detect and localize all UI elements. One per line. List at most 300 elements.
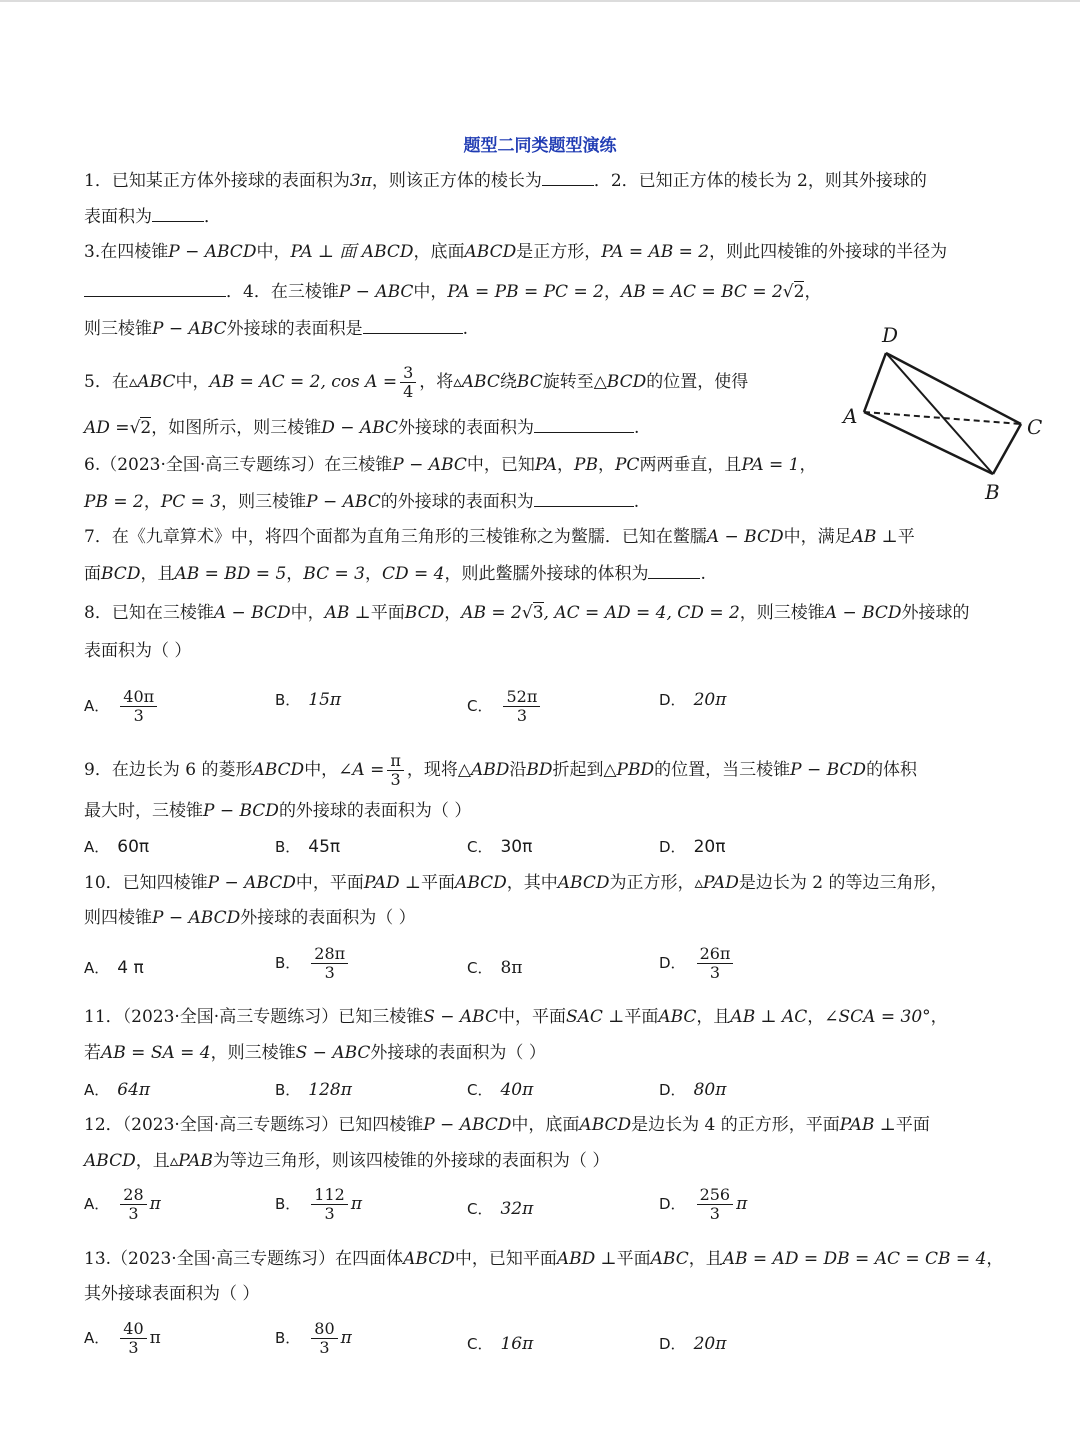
q12-text: 12．（2023·全国·高三专题练习）已知四棱锥	[84, 1115, 424, 1135]
q7-text: 平	[897, 527, 915, 547]
q11-math: S − ABC	[423, 1007, 498, 1027]
q10-text: 中，平面	[295, 873, 364, 893]
q4-text: 外接球的表面积是	[226, 319, 363, 339]
option-label: D．	[659, 691, 686, 709]
q10-line-2	[84, 907, 416, 929]
q8-option-a[interactable]	[84, 688, 160, 725]
q13-text: ，且	[688, 1249, 723, 1269]
sqrt-radicand: 2	[140, 418, 152, 438]
q9-line-2	[84, 800, 471, 822]
denominator: 3	[128, 1338, 139, 1357]
q2-text: 2．已知正方体的棱长为 2，则其外接球的	[610, 171, 927, 191]
pi-symbol: π	[149, 1328, 161, 1348]
q4-line	[84, 280, 821, 303]
option-label: D．	[659, 838, 686, 856]
q12-text: 中，底面	[511, 1115, 580, 1135]
q12-text: 为等边三角形，则该四棱锥的外接球的表面积为（ ）	[212, 1151, 610, 1171]
q12-text: 是边长为 4 的正方形，平面	[631, 1115, 840, 1135]
q13-option-c[interactable]	[467, 1333, 533, 1355]
q5-math: AB = AC = 2, cos A =	[209, 372, 398, 392]
numerator: 28	[120, 1186, 146, 1205]
q9-line	[84, 752, 917, 789]
q11-text: ，	[930, 1007, 948, 1027]
pi-symbol: π	[149, 1194, 161, 1214]
q9-text: ，现将	[406, 760, 458, 780]
page-title: 题型二同类题型演练	[463, 136, 617, 156]
q4-text: 中，	[413, 282, 448, 302]
q3-math: PA ⊥ 面 ABCD	[290, 242, 414, 262]
q7-text: 中，满足	[783, 527, 852, 547]
q8-option-d[interactable]	[659, 689, 726, 711]
q9-math: △ABD	[457, 760, 510, 780]
q6-line-2	[84, 490, 639, 513]
option-value: 16π	[500, 1334, 534, 1354]
q1-end: ．	[593, 171, 611, 191]
q11-math: AB ⊥ AC	[730, 1007, 808, 1027]
q5-math: ▵ABC	[128, 372, 176, 392]
fraction	[311, 945, 348, 982]
q13-text: ，	[986, 1249, 1004, 1269]
q3-text: ，则此四棱锥的外接球的半径为	[709, 242, 948, 262]
q5-text: ，如图所示，则三棱锥	[151, 418, 322, 438]
q5-line	[84, 364, 748, 401]
numerator: 256	[697, 1186, 734, 1205]
q10-text: 是边长为 2 的等边三角形，	[738, 873, 948, 893]
q8-line-2: 表面积为（ ）	[84, 641, 192, 661]
option-value: 4 π	[117, 958, 144, 978]
option-label: C．	[467, 838, 493, 856]
option-label: A．	[84, 1081, 110, 1099]
q6-math: PA = 1	[741, 455, 800, 475]
fraction	[120, 1320, 146, 1357]
q6-math: PB = 2	[84, 492, 144, 512]
q7-text: ，	[364, 564, 382, 584]
q8-math: BCD	[404, 603, 445, 623]
vertex-label-a: A	[843, 404, 858, 428]
option-label: A．	[84, 838, 110, 856]
q5-math: BC	[516, 372, 543, 392]
option-label: C．	[467, 1081, 493, 1099]
q9-option-c[interactable]	[467, 836, 532, 858]
q13-line	[84, 1248, 1003, 1270]
q10-option-b[interactable]	[275, 945, 351, 982]
q3-line	[84, 241, 947, 263]
fraction	[311, 1186, 348, 1223]
sqrt-sign: √	[129, 418, 141, 438]
q6-math: PC = 3	[160, 492, 222, 512]
q8-math: , AC = AD = 4, CD = 2	[543, 603, 740, 623]
option-value: 45π	[308, 837, 341, 857]
answer-blank	[534, 416, 634, 433]
q8-math: A − BCD	[824, 603, 902, 623]
q3-math: P − ABCD	[168, 242, 257, 262]
numerator: π	[387, 752, 404, 771]
edge-db	[886, 353, 993, 474]
q5-math: △BCD	[593, 372, 647, 392]
numerator: 26π	[697, 945, 734, 964]
q7-math: BC = 3	[303, 564, 365, 584]
denominator: 4	[403, 382, 414, 401]
q13-math: ABCD	[403, 1249, 455, 1269]
edge-da	[864, 353, 886, 412]
q11-math: ∠SCA = 30°	[824, 1007, 931, 1027]
q4-math: AB = AC = BC = 2	[620, 282, 783, 302]
q11-text: 中，平面	[498, 1007, 566, 1027]
q6-text: ，	[557, 455, 575, 475]
fraction	[387, 752, 404, 789]
q7-math: AB = BD = 5	[174, 564, 287, 584]
q8-text: ，则三棱锥	[739, 603, 825, 623]
edge-dc	[886, 353, 1021, 424]
option-value: 20π	[693, 690, 727, 710]
q3-math: ABCD	[464, 242, 517, 262]
vertex-label-c: C	[1027, 415, 1043, 439]
vertex-label-d: D	[882, 323, 899, 347]
answer-blank	[84, 280, 226, 297]
q13-option-b[interactable]	[275, 1320, 352, 1357]
q6-end: .	[633, 492, 640, 512]
sqrt-sign: √	[782, 282, 794, 302]
q8-math: A − BCD	[213, 603, 291, 623]
fraction	[697, 945, 734, 982]
q8-text: 外接球的	[901, 603, 970, 623]
q1-text: 1．已知某正方体外接球的表面积为	[84, 171, 350, 191]
q3-text: 中，	[256, 242, 291, 262]
option-label: D．	[659, 954, 686, 972]
q9-option-a[interactable]	[84, 836, 149, 858]
q10-math: ABCD	[455, 873, 507, 893]
q5-text: 外接球的表面积为	[398, 418, 535, 438]
q6-text: 中，已知	[466, 455, 535, 475]
q6-text: ，	[143, 492, 161, 512]
option-value: 60π	[117, 837, 150, 857]
numerator: 40	[120, 1320, 146, 1339]
option-value: 20π	[693, 837, 726, 857]
q11-text: ，	[807, 1007, 825, 1027]
fraction	[503, 688, 540, 725]
fraction	[120, 688, 157, 725]
q7-math: CD = 4	[381, 564, 445, 584]
q6-text: ，	[799, 455, 817, 475]
q11-text: ，且	[696, 1007, 731, 1027]
q2-end: ．	[204, 207, 221, 227]
q12-math: ABCD	[84, 1151, 136, 1171]
q7-end: .	[700, 564, 706, 584]
q10-math: ABCD	[557, 873, 610, 893]
q8-line	[84, 602, 970, 624]
q7-text: 7．在《九章算术》中，将四个面都为直角三角形的三棱锥称之为鳖臑．已知在鳖臑	[84, 527, 707, 547]
q4-text: ，	[603, 282, 621, 302]
q1-line	[84, 169, 927, 192]
option-label: B．	[275, 1081, 301, 1099]
option-label: A．	[84, 1195, 110, 1213]
q12-math: ABCD	[579, 1115, 632, 1135]
q6-text: ，	[597, 455, 615, 475]
q8-option-b[interactable]	[275, 689, 341, 711]
q10-text: ，其中	[506, 873, 558, 893]
q13-text: 中，已知平面	[454, 1249, 557, 1269]
q12-math: PAB ⊥	[839, 1115, 896, 1135]
q12-text: ，且	[135, 1151, 170, 1171]
option-label: B．	[275, 1195, 301, 1213]
q13-option-a[interactable]	[84, 1320, 161, 1357]
answer-blank	[542, 169, 594, 186]
option-label: A．	[84, 959, 110, 977]
q4-text: ，	[804, 282, 822, 302]
q12-text: 平面	[895, 1115, 930, 1135]
q6-math: PB	[574, 455, 598, 475]
option-label: B．	[275, 691, 301, 709]
q9-math: BD	[526, 760, 553, 780]
q5-line-2	[84, 416, 639, 439]
q9-math: P − BCD	[203, 801, 279, 821]
q1-text-2: ，则该正方体的棱长为	[371, 171, 542, 191]
option-value: 128π	[308, 1080, 352, 1100]
denominator: 3	[133, 706, 144, 725]
q9-text: 沿	[509, 760, 527, 780]
q5-text: ，将	[419, 372, 454, 392]
q10-math: ▵PAD	[694, 873, 739, 893]
denominator: 3	[709, 963, 721, 982]
q12-line	[84, 1114, 930, 1136]
sqrt-sign: √	[521, 603, 533, 623]
q6-math: P − ABC	[392, 455, 467, 475]
q12-option-d[interactable]	[659, 1186, 747, 1223]
q7-line	[84, 526, 915, 548]
q11-text: 外接球的表面积为（ ）	[370, 1043, 546, 1063]
denominator: 3	[516, 706, 528, 725]
q12-option-c[interactable]	[467, 1198, 533, 1220]
q5-text: 旋转至	[542, 372, 594, 392]
q2-line	[84, 205, 221, 228]
q13-math: ABD ⊥	[556, 1249, 617, 1269]
q10-math: P − ABCD	[207, 873, 296, 893]
q6-math: P − ABC	[306, 492, 381, 512]
fraction	[311, 1320, 337, 1357]
pi-symbol: π	[350, 1194, 363, 1214]
option-value: 8π	[500, 958, 523, 978]
q9-math: △PBD	[603, 760, 655, 780]
q8-text: 8．已知在三棱锥	[84, 603, 214, 623]
option-value: 80π	[693, 1080, 727, 1100]
option-label: B．	[275, 838, 301, 856]
q10-option-d[interactable]	[659, 945, 736, 982]
q13-math: ABC	[650, 1249, 689, 1269]
fraction	[697, 1186, 734, 1223]
option-value: 40π	[500, 1080, 534, 1100]
numerator: 28π	[311, 945, 348, 964]
q9-math: P − BCD	[790, 760, 867, 780]
vertex-label-b: B	[985, 480, 1000, 504]
q9-text: 的位置，当三棱锥	[654, 760, 791, 780]
q6-text: ，则三棱锥	[221, 492, 307, 512]
denominator: 3	[324, 1204, 335, 1223]
option-label: A．	[84, 697, 110, 715]
numerator: 112	[311, 1186, 348, 1205]
q11-math: AB = SA = 4	[101, 1043, 211, 1063]
q7-text: ，则此鳖臑外接球的体积为	[444, 564, 649, 584]
edge-cb	[993, 424, 1021, 474]
q9-math: ABCD	[252, 760, 305, 780]
sqrt-radicand: 2	[793, 282, 805, 302]
q11-text: ，则三棱锥	[210, 1043, 296, 1063]
q5-end: .	[634, 418, 640, 438]
q4-text: 则三棱锥	[84, 319, 152, 339]
option-label: A．	[84, 1329, 110, 1347]
q12-option-a[interactable]	[84, 1186, 161, 1223]
q3-text: 3.在四棱锥	[84, 242, 169, 262]
q4-end: .	[462, 319, 468, 339]
q11-line	[84, 1006, 948, 1028]
option-value: 64π	[117, 1080, 151, 1100]
q6-math: PA	[534, 455, 558, 475]
q8-option-c[interactable]	[467, 688, 543, 725]
denominator: 3	[128, 1204, 139, 1223]
denominator: 3	[319, 1338, 330, 1357]
numerator: 80	[311, 1320, 337, 1339]
answer-blank	[363, 317, 463, 334]
q11-math: S − ABC	[295, 1043, 371, 1063]
q10-text: 为正方形，	[609, 873, 695, 893]
q10-text: 10．已知四棱锥	[84, 873, 208, 893]
fraction	[400, 364, 416, 401]
q9-text: 中，	[304, 760, 339, 780]
q13-text: 平面	[616, 1249, 651, 1269]
denominator: 3	[709, 1204, 720, 1223]
pi-symbol: π	[340, 1328, 352, 1348]
q11-text: 平面	[624, 1007, 659, 1027]
q1-value: 3π	[349, 171, 372, 191]
top-border	[0, 0, 1080, 2]
q13-option-d[interactable]	[659, 1333, 726, 1355]
q12-math: P − ABCD	[423, 1115, 512, 1135]
q12-option-b[interactable]	[275, 1186, 362, 1223]
q11-text: 若	[84, 1043, 101, 1063]
q9-text: 9．在边长为 6 的菱形	[84, 760, 253, 780]
q5-text: 5．在	[84, 372, 129, 392]
q4-line-2	[84, 317, 468, 340]
q8-text: ，	[444, 603, 462, 623]
q11-option-a[interactable]	[84, 1079, 150, 1101]
q5-math: ▵ABC	[453, 372, 500, 392]
q7-text: ，且	[140, 564, 175, 584]
q11-math: ABC	[658, 1007, 697, 1027]
option-label: C．	[467, 697, 493, 715]
q4-math: PA = PB = PC = 2	[447, 282, 604, 302]
q2-text-2: 表面积为	[84, 207, 152, 227]
q5-math: AD =	[84, 418, 130, 438]
q7-math: AB ⊥	[851, 527, 898, 547]
q13-line-2: 其外接球表面积为（ ）	[84, 1284, 260, 1304]
q8-math: AB = 2	[461, 603, 522, 623]
q10-option-a[interactable]	[84, 957, 144, 979]
q7-math: A − BCD	[706, 527, 784, 547]
denominator: 3	[324, 963, 335, 982]
option-label: B．	[275, 1329, 301, 1347]
numerator: 52π	[503, 688, 540, 707]
q13-text: 13.（2023·全国·高三专题练习）在四面体	[84, 1249, 404, 1269]
q12-line-2	[84, 1150, 609, 1172]
q9-text: 最大时，三棱锥	[84, 801, 203, 821]
q10-line	[84, 872, 947, 894]
q5-text: 绕	[499, 372, 517, 392]
q8-text: 平面	[370, 603, 405, 623]
q6-text: 两两垂直，且	[639, 455, 742, 475]
q7-text: ，	[286, 564, 304, 584]
q6-line	[84, 454, 816, 476]
q11-text: 11．（2023·全国·高三专题练习）已知三棱锥	[84, 1007, 424, 1027]
q3-math: PA = AB = 2	[601, 242, 710, 262]
q8-math: AB ⊥	[324, 603, 371, 623]
q3-text: ，底面	[413, 242, 465, 262]
q9-text: 折起到	[552, 760, 604, 780]
q11-option-c[interactable]	[467, 1079, 533, 1101]
q9-math: ∠A =	[338, 760, 385, 780]
q9-text: 的体积	[866, 760, 918, 780]
option-value: 30π	[500, 837, 533, 857]
option-label: C．	[467, 1335, 493, 1353]
option-label: D．	[659, 1335, 686, 1353]
q10-text: 则四棱锥	[84, 908, 152, 928]
option-label: D．	[659, 1195, 686, 1213]
answer-blank	[152, 205, 204, 222]
numerator: 3	[400, 364, 416, 383]
q10-text: 外接球的表面积为（ ）	[240, 908, 416, 928]
option-value: 15π	[308, 690, 342, 710]
q4-math: P − ABC	[152, 319, 227, 339]
numerator: 40π	[120, 688, 157, 707]
answer-blank	[648, 562, 700, 579]
fraction	[120, 1186, 146, 1223]
q10-math: PAD ⊥	[363, 873, 422, 893]
q11-option-d[interactable]	[659, 1079, 726, 1101]
sqrt-radicand: 3	[532, 603, 544, 623]
denominator: 3	[390, 770, 401, 789]
q7-text: 面	[84, 564, 101, 584]
q6-text: 的外接球的表面积为	[380, 492, 534, 512]
q5-math: D − ABC	[321, 418, 399, 438]
tetrahedron-figure	[838, 322, 1058, 507]
option-label: B．	[275, 954, 301, 972]
answer-blank	[534, 490, 634, 507]
q9-option-b[interactable]	[275, 836, 340, 858]
q5-text: 的位置，使得	[646, 372, 749, 392]
q11-math: SAC ⊥	[566, 1007, 625, 1027]
pi-symbol: π	[736, 1194, 748, 1214]
q10-text: 平面	[421, 873, 456, 893]
q7-line-2	[84, 562, 706, 585]
q5-text: 中，	[175, 372, 210, 392]
option-value: 20π	[693, 1334, 727, 1354]
q4-math: P − ABC	[338, 282, 414, 302]
q12-math: ▵PAB	[169, 1151, 213, 1171]
option-label: D．	[659, 1081, 686, 1099]
q9-option-d[interactable]	[659, 836, 725, 858]
q11-option-b[interactable]	[275, 1079, 352, 1101]
q8-text: 中，	[290, 603, 325, 623]
option-value: 32π	[500, 1199, 534, 1219]
q3-text: 是正方形，	[516, 242, 602, 262]
q7-math: BCD	[101, 564, 141, 584]
option-label: C．	[467, 959, 493, 977]
q10-option-c[interactable]	[467, 957, 522, 979]
q6-math: PC	[614, 455, 640, 475]
q10-math: P − ABCD	[152, 908, 241, 928]
q6-text: 6.（2023·全国·高三专题练习）在三棱锥	[84, 455, 393, 475]
q9-text: 的外接球的表面积为（ ）	[278, 801, 472, 821]
q4-text: ．4．在三棱锥	[226, 282, 339, 302]
q13-math: AB = AD = DB = AC = CB = 4	[722, 1249, 987, 1269]
